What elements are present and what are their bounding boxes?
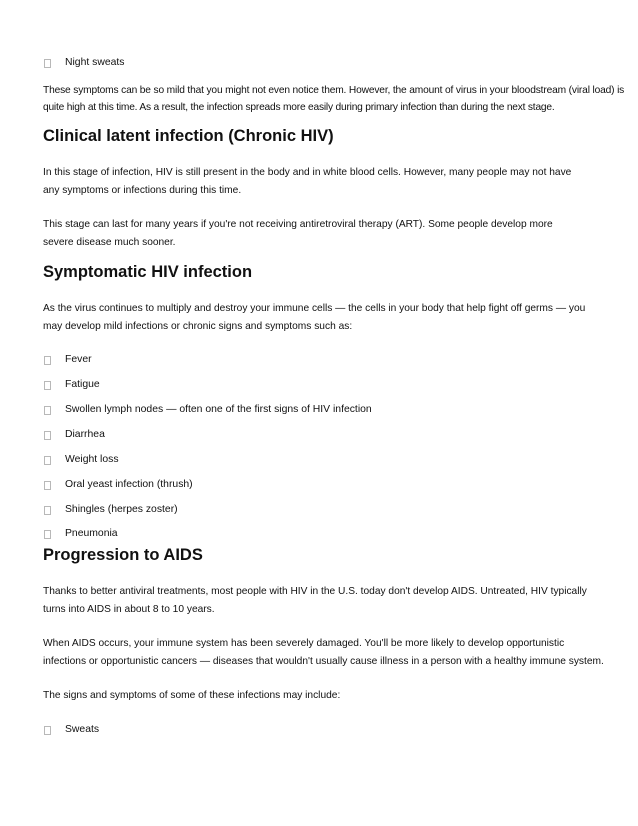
list-item-text: Weight loss — [65, 454, 119, 465]
list-item — [44, 379, 100, 391]
paragraph-line: When AIDS occurs, your immune system has been severely damaged. You'll be more likely to develop opportunistic — [43, 638, 565, 649]
list-item-text: Night sweats — [65, 57, 125, 68]
list-item-text: Oral yeast infection (thrush) — [65, 479, 193, 490]
paragraph-line: may develop mild infections or chronic signs and symptoms such as: — [43, 321, 353, 332]
list-item — [44, 724, 100, 736]
list-item — [44, 429, 105, 441]
list-item — [44, 528, 118, 540]
list-item-text: Diarrhea — [65, 429, 105, 440]
list-item-text: Swollen lymph nodes — often one of the first signs of HIV infection — [65, 404, 372, 415]
bullet-icon — [44, 726, 51, 735]
list-item-text: Sweats — [65, 724, 100, 735]
paragraph-line: As the virus continues to multiply and destroy your immune cells — the cells in your body that help fight off germs — you — [43, 303, 586, 314]
bullet-icon — [44, 481, 51, 490]
list-item-text: Fever — [65, 354, 92, 365]
bullet-icon — [44, 406, 51, 415]
section-heading: Progression to AIDS — [43, 546, 203, 564]
paragraph-line: any symptoms or infections during this time. — [43, 185, 242, 196]
bullet-icon — [44, 59, 51, 68]
bullet-icon — [44, 381, 51, 390]
paragraph-line: The signs and symptoms of some of these infections may include: — [43, 690, 341, 701]
bullet-icon — [44, 506, 51, 515]
list-item — [44, 404, 372, 416]
list-item — [44, 479, 193, 491]
paragraph-line: infections or opportunistic cancers — diseases that wouldn't usually cause illness in a person with a healthy immune system. — [43, 656, 604, 667]
paragraph-line: turns into AIDS in about 8 to 10 years. — [43, 604, 215, 615]
bullet-icon — [44, 530, 51, 539]
paragraph-line: This stage can last for many years if you're not receiving antiretroviral therapy (ART). Some people develop more — [43, 219, 553, 230]
list-item — [44, 354, 92, 366]
paragraph-line: In this stage of infection, HIV is still present in the body and in white blood cells. However, many people may not have — [43, 167, 572, 178]
paragraph-line: Thanks to better antiviral treatments, most people with HIV in the U.S. today don't develop AIDS. Untreated, HIV typically — [43, 586, 587, 597]
paragraph-line: severe disease much sooner. — [43, 237, 176, 248]
section-heading: Clinical latent infection (Chronic HIV) — [43, 127, 334, 145]
list-item-text: Pneumonia — [65, 528, 118, 539]
list-item-text: Fatigue — [65, 379, 100, 390]
list-item — [44, 504, 178, 516]
paragraph-line: These symptoms can be so mild that you might not even notice them. However, the amount of virus in your bloodstream (viral load) is — [43, 85, 625, 96]
section-heading: Symptomatic HIV infection — [43, 263, 253, 281]
bullet-icon — [44, 431, 51, 440]
bullet-icon — [44, 356, 51, 365]
list-item-text: Shingles (herpes zoster) — [65, 504, 178, 515]
list-item — [44, 454, 119, 466]
paragraph-line: quite high at this time. As a result, the infection spreads more easily during primary infection than during the next stage. — [43, 102, 555, 113]
list-item — [44, 57, 125, 69]
bullet-icon — [44, 456, 51, 465]
